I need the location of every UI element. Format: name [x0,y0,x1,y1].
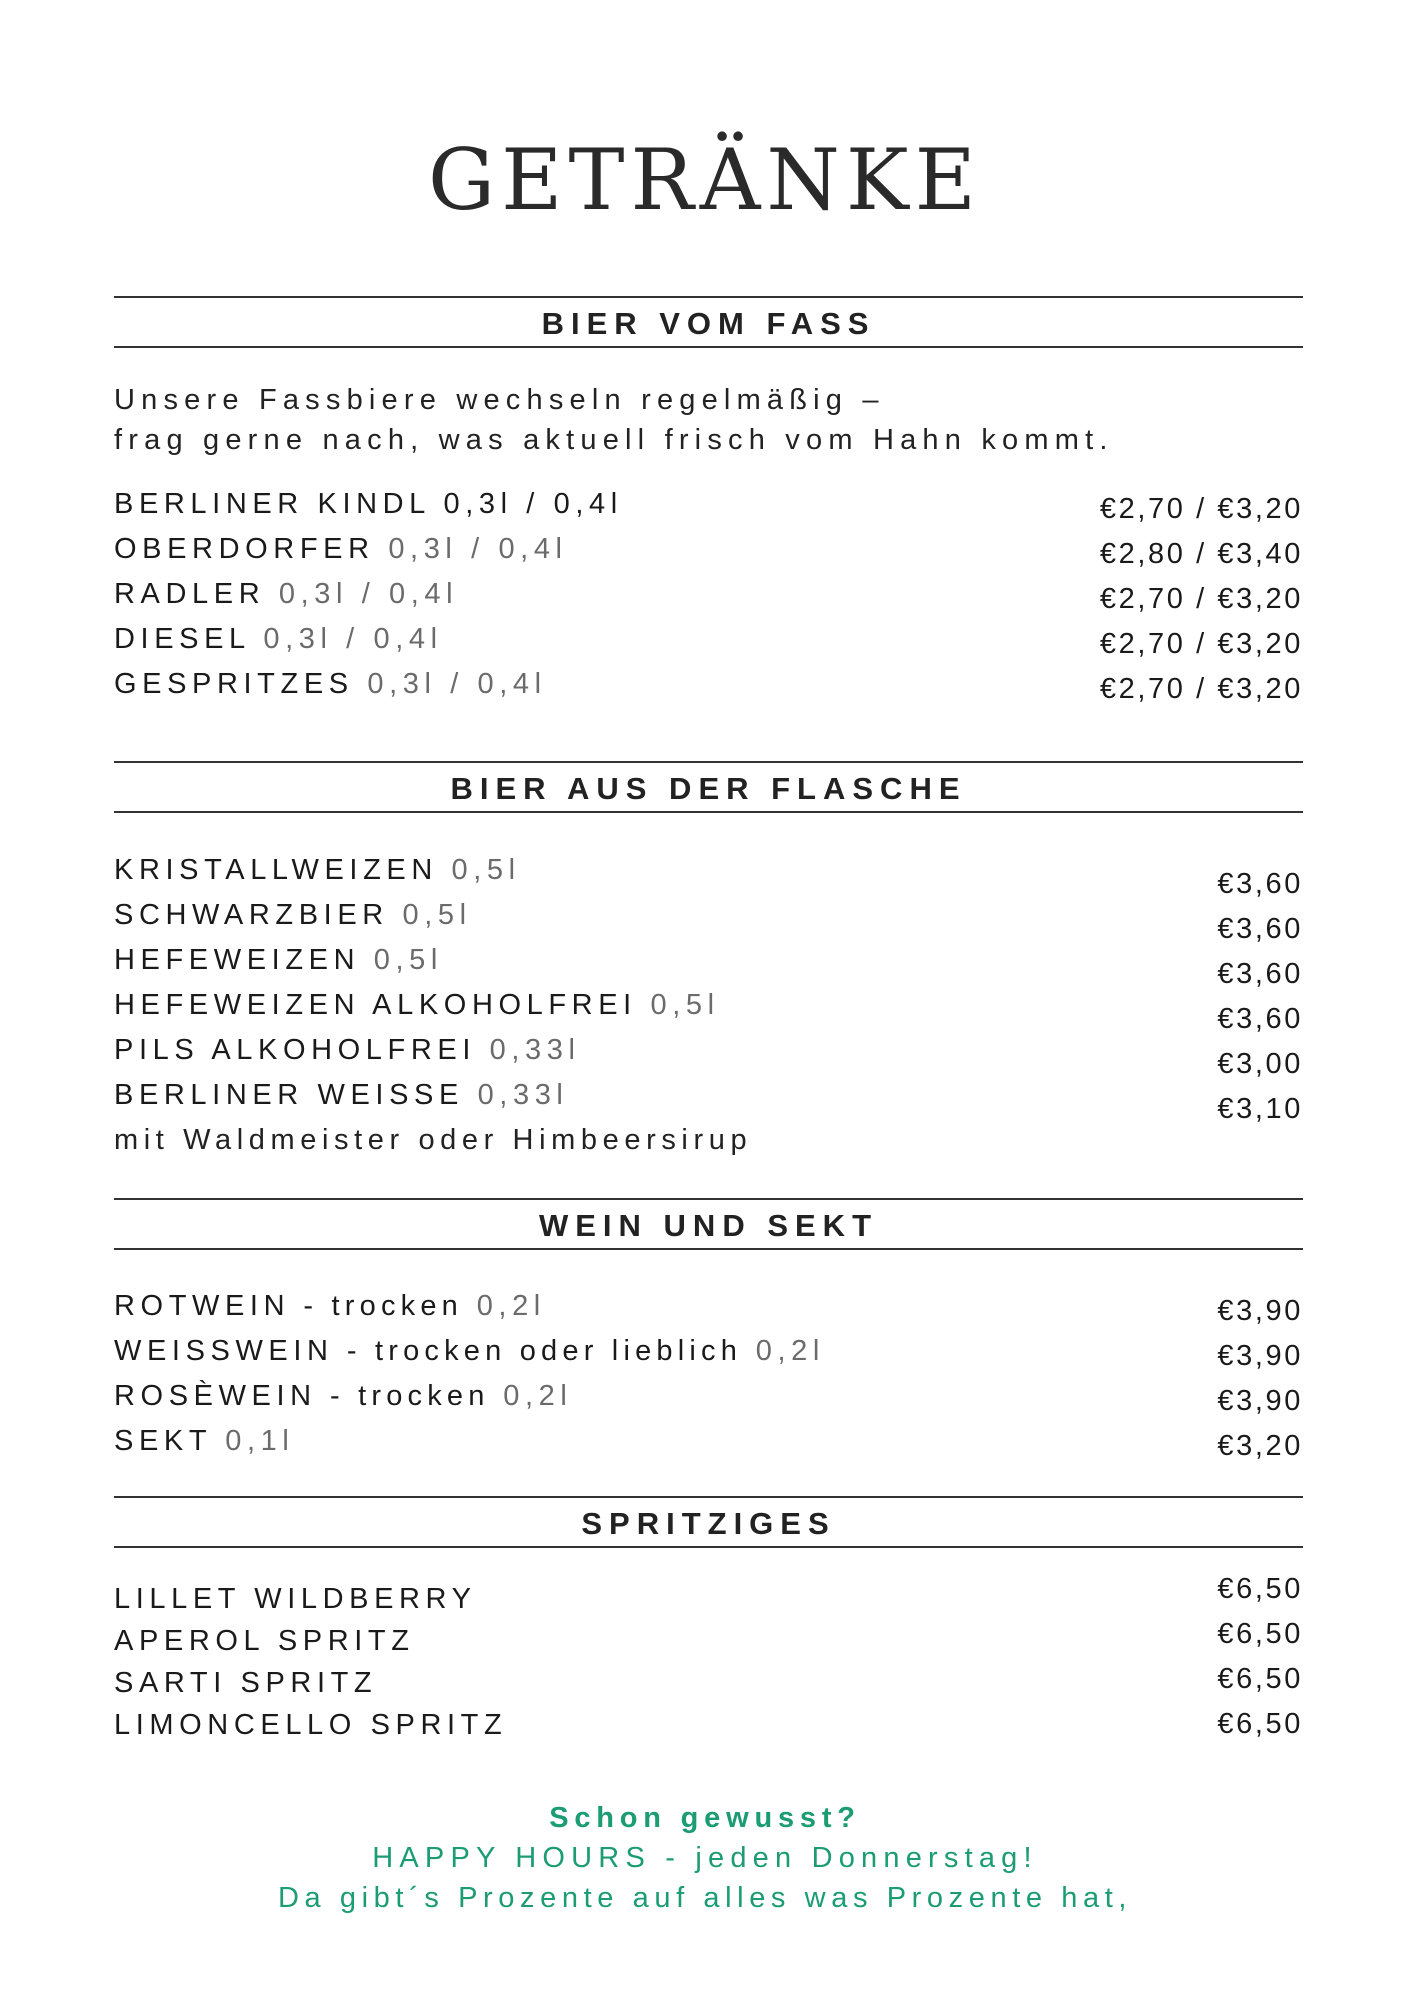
item-price: €2,80 / €3,40 [1099,538,1303,570]
item-name: WEISSWEIN [114,1335,334,1367]
item-price: €3,10 [1217,1093,1303,1125]
intro-line: Unsere Fassbiere wechseln regelmäßig – [114,384,885,416]
item-description: - trocken [290,1290,464,1322]
item-price: €6,50 [1217,1708,1303,1740]
item-note: mit Waldmeister oder Himbeersirup [114,1124,753,1156]
item-price: €2,70 / €3,20 [1099,583,1303,615]
item-description: - trocken [316,1380,490,1412]
intro-line: frag gerne nach, was aktuell frisch vom Hahn kommt. [114,424,1114,456]
menu-item [114,1627,415,1656]
item-name: PILS ALKOHOLFREI [114,1034,476,1066]
section-intro [114,380,1334,460]
item-size: 0,3l / 0,4l [278,578,459,610]
promo-text: Da gibt´s Prozente auf alles was Prozente hat, [277,1882,1133,1914]
section-heading-wein-und-sekt: WEIN UND SEKT [539,1208,878,1243]
item-description: - trocken oder lieblich [333,1335,743,1367]
section-heading-bier-vom-fass: BIER VOM FASS [541,306,876,341]
item-price: €3,00 [1217,1048,1303,1080]
menu-item [114,1427,294,1456]
section-rule-top [114,761,1303,763]
menu-item [114,1036,581,1065]
item-size: 0,5l [650,989,720,1021]
menu-item [114,901,472,930]
item-name: HEFEWEIZEN [114,944,361,976]
item-name: SCHWARZBIER [114,899,389,931]
menu-item [114,1669,377,1698]
menu-item [114,1081,568,1110]
menu-item [114,625,443,654]
item-price: €6,50 [1217,1618,1303,1650]
section-rule-bottom [114,1248,1303,1250]
item-name: BERLINER WEISSE [114,1079,464,1111]
item-size: 0,2l [476,1290,546,1322]
section-rule-bottom [114,811,1303,813]
item-price: €3,60 [1217,868,1303,900]
item-size: 0,1l [225,1425,295,1457]
section-rule-top [114,296,1303,298]
item-name: ROSÈWEIN [114,1380,317,1412]
item-size: 0,5l [451,854,521,886]
item-name: LILLET WILDBERRY [114,1583,477,1615]
menu-item [114,1711,507,1740]
section-rule-bottom [114,346,1303,348]
item-price: €3,60 [1217,913,1303,945]
item-name: KRISTALLWEIZEN [114,854,438,886]
section-rule-bottom [114,1546,1303,1548]
item-price: €3,60 [1217,1003,1303,1035]
section-rule-top [114,1496,1303,1498]
item-name: SARTI SPRITZ [114,1667,378,1699]
menu-item [114,1337,825,1366]
item-size: 0,2l [503,1380,573,1412]
item-size: 0,3l / 0,4l [367,668,547,700]
item-price: €6,50 [1217,1663,1303,1695]
item-price: €6,50 [1217,1573,1303,1605]
item-name: OBERDORFER [114,533,375,565]
menu-item [114,490,623,519]
menu-item [114,856,521,885]
section-rule-top [114,1198,1303,1200]
item-size: 0,5l [373,944,443,976]
item-size: 0,33l [489,1034,581,1066]
item-price: €3,60 [1217,958,1303,990]
item-price: €3,90 [1217,1385,1303,1417]
menu-item [114,1585,477,1614]
menu-item [114,580,458,609]
item-size: 0,3l / 0,4l [263,623,443,655]
menu-item [114,946,443,975]
item-name: RADLER [114,578,266,610]
item-name: APEROL SPRITZ [114,1625,415,1657]
menu-item [114,1292,546,1321]
promo-heading: Schon gewusst? [549,1802,861,1834]
menu-item [114,991,720,1020]
item-name: BERLINER KINDL 0,3l / 0,4l [114,488,623,520]
item-name: ROTWEIN [114,1290,291,1322]
item-size: 0,2l [755,1335,825,1367]
item-name: SEKT [114,1425,212,1457]
item-price: €3,90 [1217,1295,1303,1327]
item-size: 0,33l [477,1079,569,1111]
item-price: €2,70 / €3,20 [1099,493,1303,525]
item-name: LIMONCELLO SPRITZ [114,1709,508,1741]
page-title: GETRÄNKE [428,131,982,229]
section-heading-spritziges: SPRITZIGES [581,1506,836,1541]
item-name: GESPRITZES [114,668,354,700]
menu-item [114,535,568,564]
menu-item [114,670,547,699]
item-price: €3,90 [1217,1340,1303,1372]
item-price: €3,20 [1217,1430,1303,1462]
menu-item [114,1382,572,1411]
promo-happy-hours: HAPPY HOURS - jeden Donnerstag! [372,1842,1038,1874]
section-heading-bier-aus-der-flasche: BIER AUS DER FLASCHE [450,771,967,806]
item-size: 0,5l [402,899,472,931]
item-name: DIESEL [114,623,250,655]
item-size: 0,3l / 0,4l [388,533,568,565]
item-price: €2,70 / €3,20 [1099,628,1303,660]
item-price: €2,70 / €3,20 [1099,673,1303,705]
item-name: HEFEWEIZEN ALKOHOLFREI [114,989,637,1021]
